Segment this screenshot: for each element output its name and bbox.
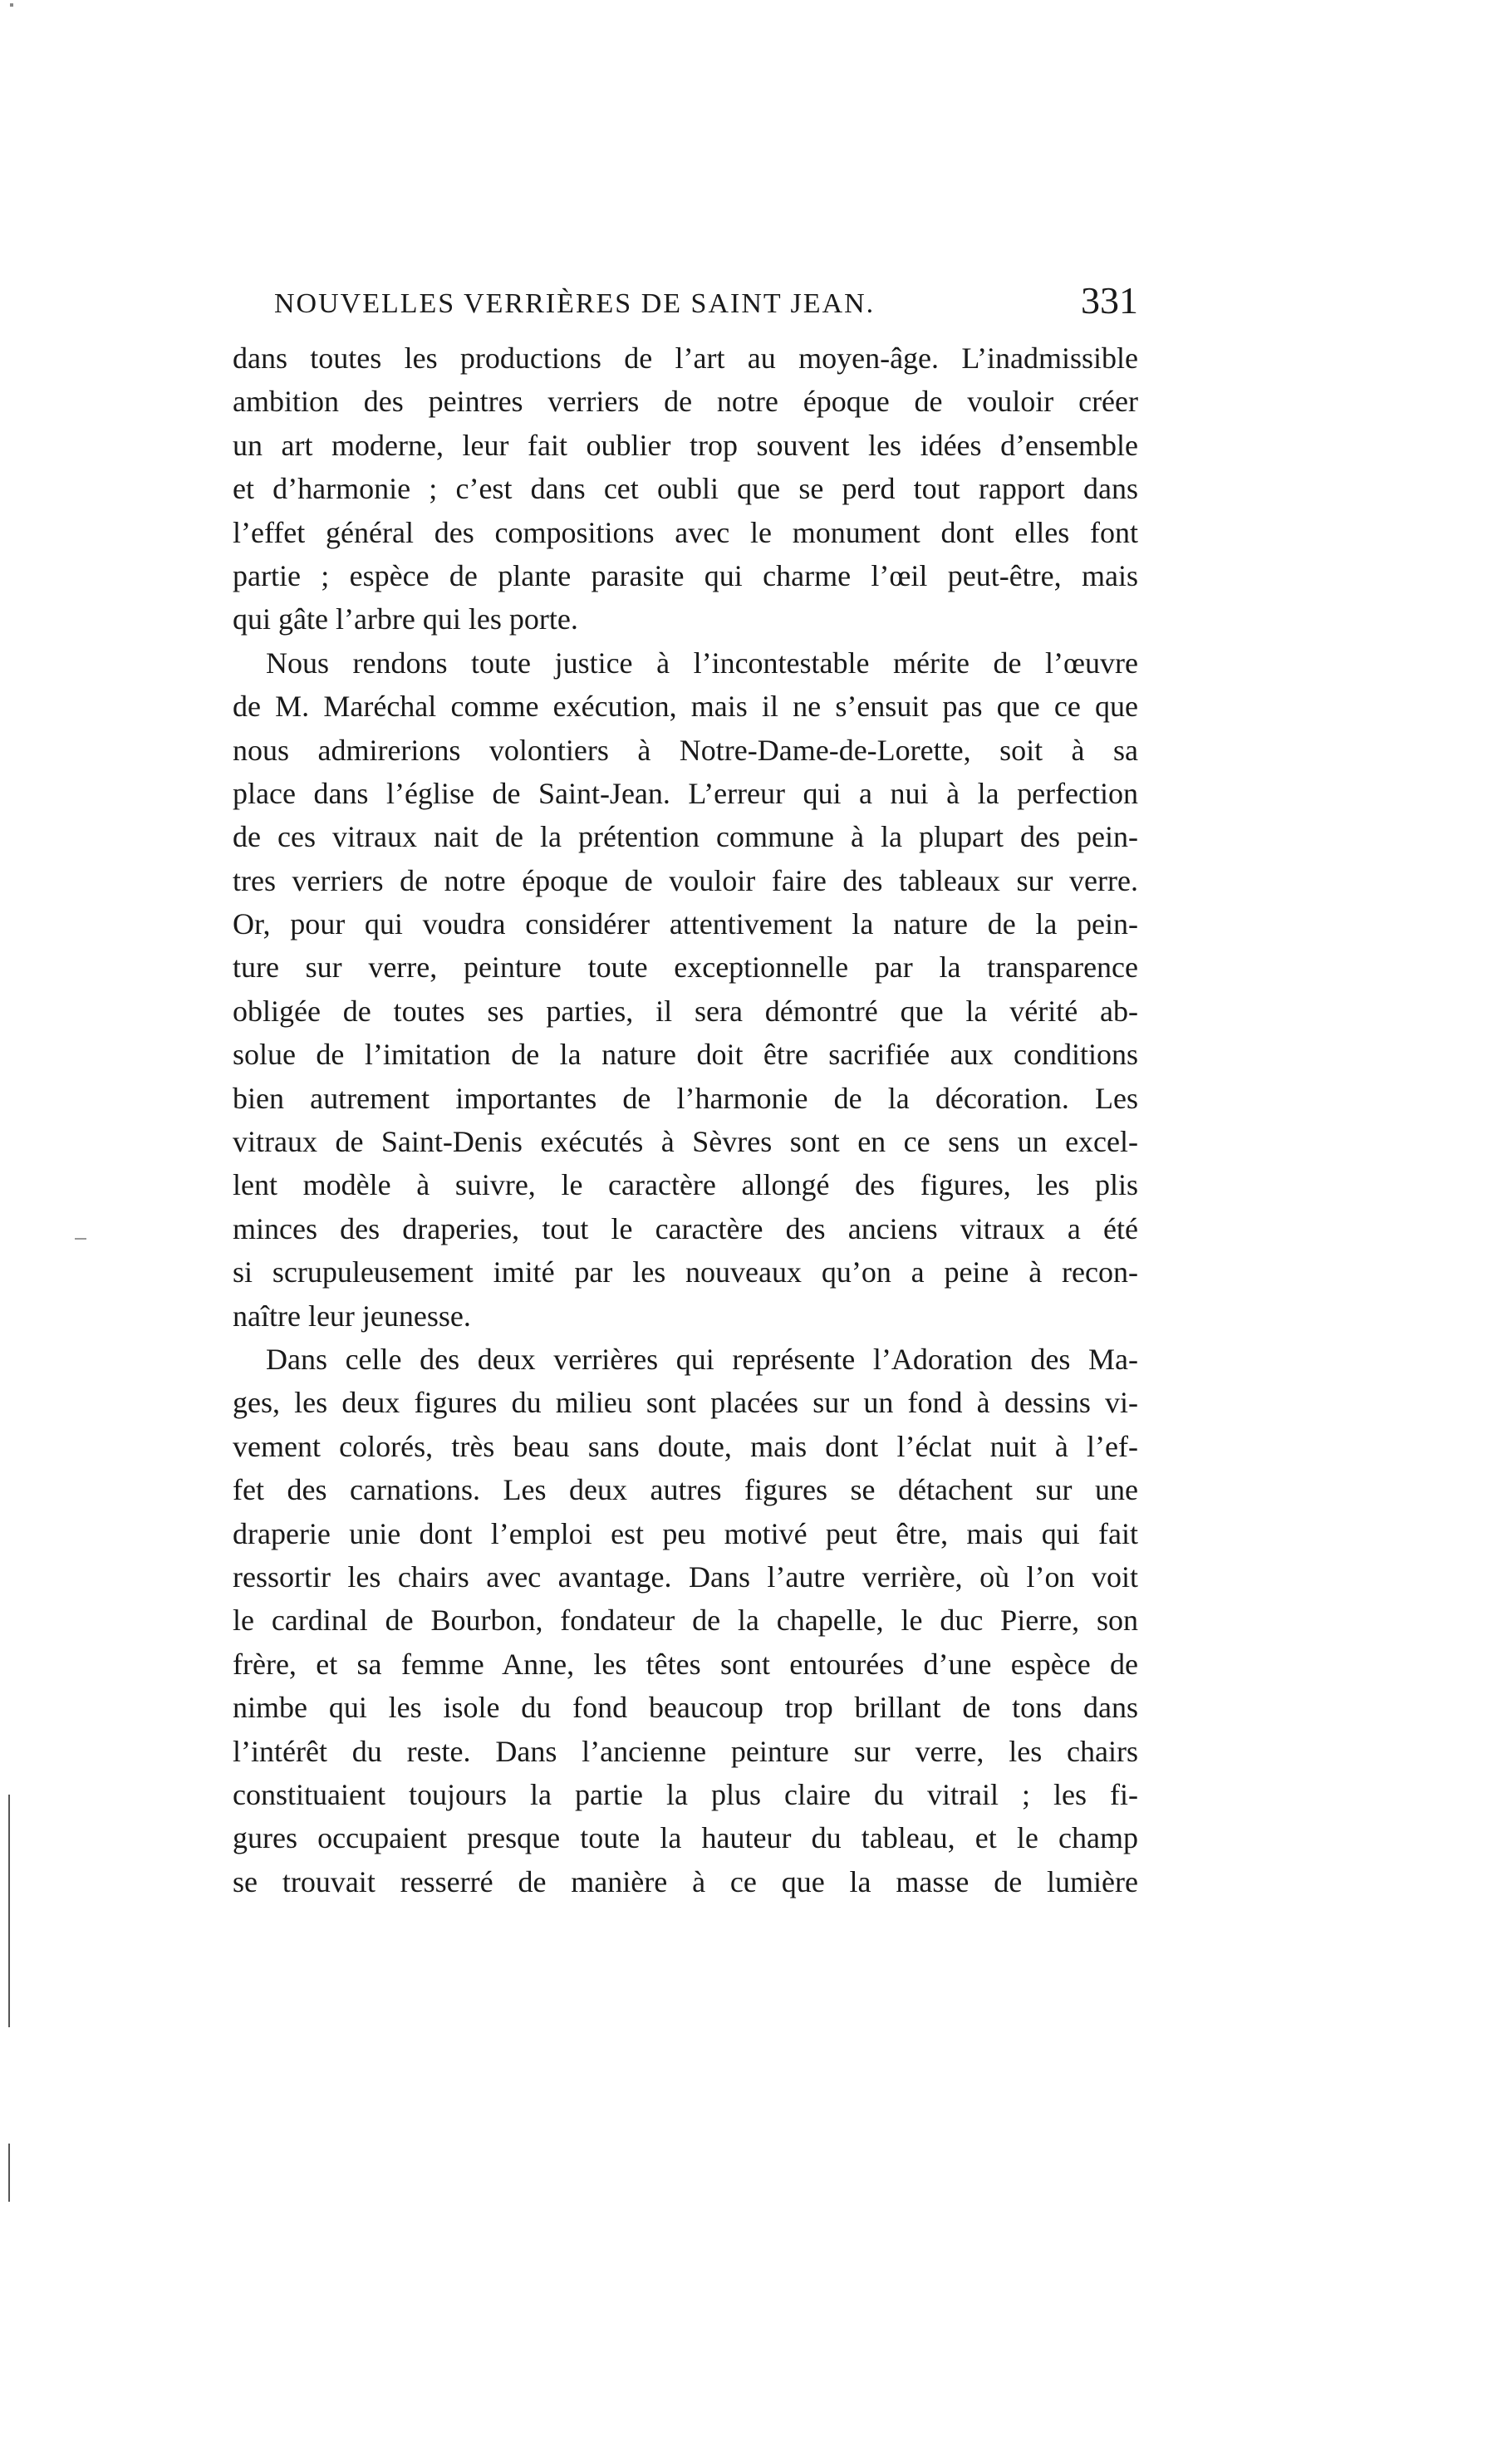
text-line: nimbe qui les isole du fond beaucoup trop brillant de tons dans <box>233 1691 1138 1725</box>
text-line: le cardinal de Bourbon, fondateur de la chapelle, le duc Pierre, son <box>233 1604 1138 1638</box>
scan-mark <box>8 2144 10 2202</box>
running-head <box>233 278 1138 328</box>
text-line: dans toutes les productions de l’art au moyen-âge. L’inadmissible <box>233 341 1138 375</box>
text-line: ressortir les chairs avec avantage. Dans l’autre verrière, où l’on voit <box>233 1559 1138 1594</box>
text-line: nous admirerions volontiers à Notre-Dame-de-Lorette, soit à sa <box>233 733 1138 767</box>
text-line: vement colorés, très beau sans doute, mais dont l’éclat nuit à l’ef- <box>233 1429 1138 1463</box>
page-number: 331 <box>1081 279 1138 322</box>
text-line: gures occupaient presque toute la hauteur du tableau, et le champ <box>233 1821 1138 1855</box>
text-line: lent modèle à suivre, le caractère allongé des figures, les plis <box>233 1168 1138 1202</box>
scan-mark <box>8 1795 10 2027</box>
text-line: bien autrement importantes de l’harmonie de la décoration. Les <box>233 1081 1138 1115</box>
text-line: draperie unie dont l’emploi est peu motivé peut être, mais qui fait <box>233 1516 1138 1550</box>
text-line: si scrupuleusement imité par les nouveaux qu’on a peine à recon- <box>233 1255 1138 1289</box>
text-line: et d’harmonie ; c’est dans cet oubli que se perd tout rapport dans <box>233 472 1138 506</box>
text-line: ambition des peintres verriers de notre époque de vouloir créer <box>233 385 1138 419</box>
text-line: un art moderne, leur fait oublier trop souvent les idées d’ensemble <box>233 428 1138 462</box>
text-line: vitraux de Saint-Denis exécutés à Sèvres sont en ce sens un excel- <box>233 1125 1138 1159</box>
text-line: minces des draperies, tout le caractère des anciens vitraux a été <box>233 1211 1138 1245</box>
text-line: tres verriers de notre époque de vouloir faire des tableaux sur verre. <box>233 863 1138 897</box>
text-line: place dans l’église de Saint-Jean. L’erreur qui a nui à la perfection <box>233 776 1138 810</box>
text-line: frère, et sa femme Anne, les têtes sont entourées d’une espèce de <box>233 1647 1138 1681</box>
text-line: l’intérêt du reste. Dans l’ancienne peinture sur verre, les chairs <box>233 1734 1138 1768</box>
text-line: partie ; espèce de plante parasite qui charme l’œil peut-être, mais <box>233 558 1138 592</box>
text-line: solue de l’imitation de la nature doit être sacrifiée aux conditions <box>233 1038 1138 1072</box>
text-line: Nous rendons toute justice à l’incontestable mérite de l’œuvre <box>266 646 1138 680</box>
text-line: Dans celle des deux verrières qui représente l’Adoration des Ma- <box>266 1342 1138 1376</box>
text-line: Or, pour qui voudra considérer attentivement la nature de la pein- <box>233 907 1138 941</box>
scan-mark <box>10 3 13 7</box>
text-line: se trouvait resserré de manière à ce que la masse de lumière <box>233 1864 1138 1898</box>
scan-mark <box>75 1238 86 1240</box>
text-line: de M. Maréchal comme exécution, mais il ne s’ensuit pas que ce que <box>233 690 1138 724</box>
text-line: obligée de toutes ses parties, il sera démontré que la vérité ab- <box>233 994 1138 1028</box>
running-title: NOUVELLES VERRIÈRES DE SAINT JEAN. <box>274 288 876 319</box>
text-line: de ces vitraux nait de la prétention commune à la plupart des pein- <box>233 820 1138 854</box>
text-line: fet des carnations. Les deux autres figures se détachent sur une <box>233 1473 1138 1507</box>
text-line: naître leur jeunesse. <box>233 1299 471 1333</box>
text-line: qui gâte l’arbre qui les porte. <box>233 602 578 636</box>
text-line: constituaient toujours la partie la plus claire du vitrail ; les fi- <box>233 1777 1138 1811</box>
text-line: ture sur verre, peinture toute exceptionnelle par la transparence <box>233 950 1138 985</box>
body-text <box>233 336 1138 1903</box>
text-line: l’effet général des compositions avec le monument dont elles font <box>233 515 1138 549</box>
text-line: ges, les deux figures du milieu sont placées sur un fond à dessins vi- <box>233 1386 1138 1420</box>
